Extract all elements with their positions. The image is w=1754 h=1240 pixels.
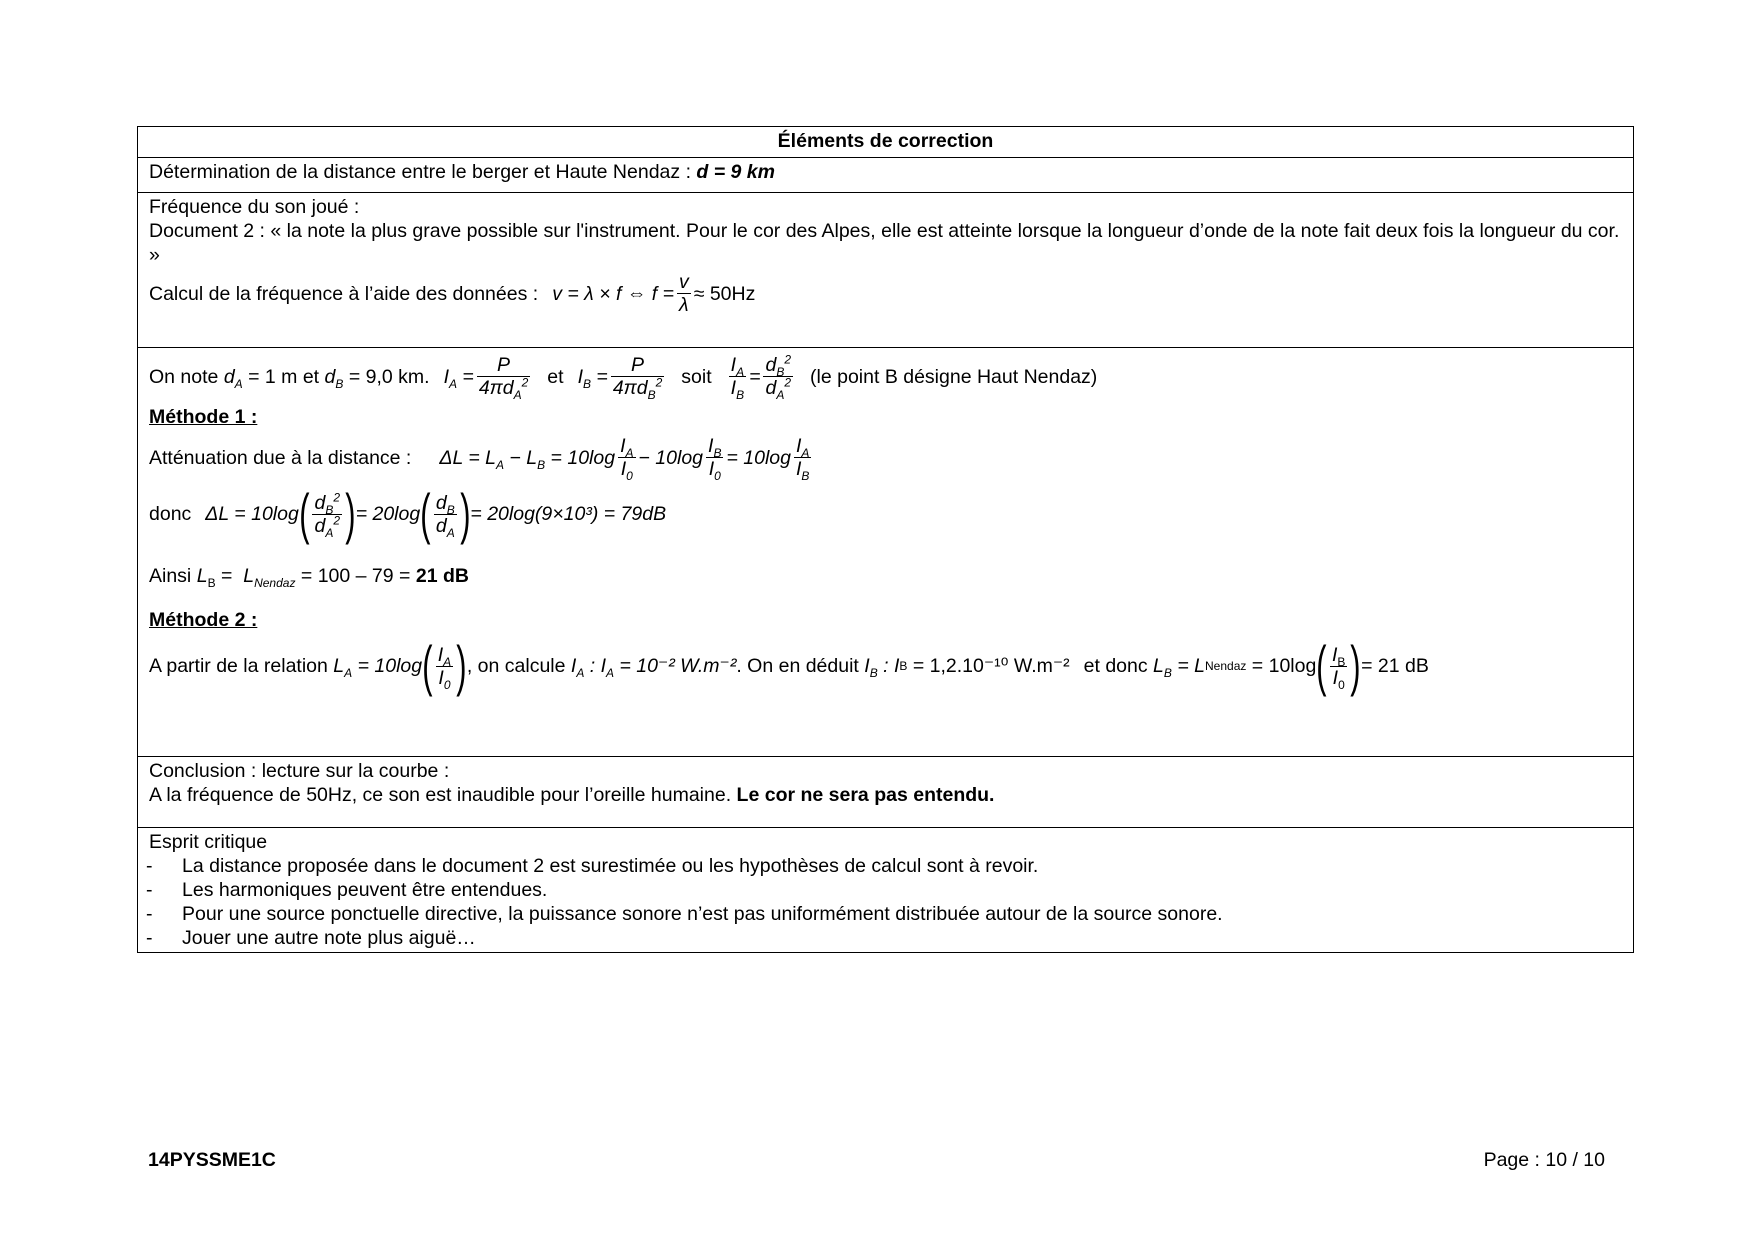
critique-list bbox=[146, 854, 1622, 950]
conclusion-row bbox=[138, 757, 1634, 828]
frequency-result: ≈ 50Hz bbox=[693, 282, 756, 305]
method-2-result: = 21 dB bbox=[1361, 655, 1429, 677]
list-item: - La distance proposée dans le document 2 est surestimée ou les hypothèses de calcul sont à revoir. bbox=[146, 854, 1622, 878]
distance-row bbox=[138, 158, 1634, 193]
frequency-fraction: $\frac{v}{\lambda}$ bbox=[678, 271, 689, 316]
page-number: Page : 10 / 10 bbox=[1483, 1149, 1605, 1171]
table-header: Éléments de correction bbox=[138, 127, 1634, 158]
methods-row bbox=[138, 348, 1634, 757]
method-1-title: Méthode 1 : bbox=[149, 406, 258, 428]
list-item: - Les harmoniques peuvent être entendues. bbox=[146, 878, 1622, 902]
method-2-formula: A partir de la relation $L_A = 10\log$ ( $\frac{I_A}{I_0}$ ) , on calcule $I_A$ : $I_A$ = 10⁻² W.m⁻² . On en déduit $I_B$ : I B = 1,2.10⁻¹⁰ W.m⁻² et donc $L_B = L$ Nendaz = 10log ( $\frac{I_B}{I_0}$ ) = 21 dB bbox=[149, 634, 1429, 697]
frequency-title: Fréquence du son joué : bbox=[149, 196, 360, 218]
critique-row bbox=[138, 828, 1634, 953]
frequency-row bbox=[138, 193, 1634, 348]
frequency-calc-label: Calcul de la fréquence à l’aide des données : bbox=[149, 282, 539, 305]
distance-ratio-fraction: $\frac{d_B^2}{d_A^2}$ bbox=[765, 352, 792, 402]
critique-title: Esprit critique bbox=[149, 831, 268, 853]
ia-fraction: $\frac{P}{4\pi d_A^2}$ bbox=[478, 354, 529, 402]
point-b-note: (le point B désigne Haut Nendaz) bbox=[810, 365, 1098, 388]
list-item: - Pour une source ponctuelle directive, la puissance sonore n’est pas uniformément distribuée autour de la source sonore. bbox=[146, 902, 1622, 926]
conclusion-title: Conclusion : lecture sur la courbe : bbox=[149, 760, 450, 782]
correction-table bbox=[137, 126, 1634, 953]
ratio-fraction: $\frac{I_A}{I_B}$ bbox=[730, 354, 745, 402]
conclusion-bold: Le cor ne sera pas entendu. bbox=[736, 784, 995, 806]
ainsi-line: Ainsi $L_B = L_{Nendaz}$ = 100 – 79 = 21 dB bbox=[149, 565, 469, 590]
document-code: 14PYSSME1C bbox=[148, 1149, 276, 1171]
distance-label: Détermination de la distance entre le berger et Haute Nendaz : bbox=[149, 161, 691, 183]
intensity-intro: On note $d_A$ = 1 m et $d_B$ = 9,0 km. $I_A$ = $\frac{P}{4\pi d_A^2}$ et $I_B$ = $\frac{P}{4\pi d_B^2}$ soit $\frac{I_A}{I_B}$ = $\frac{d_B^2}{d_A^2}$ (le point B désigne Haut Nendaz) bbox=[149, 352, 1098, 402]
frequency-calc bbox=[149, 271, 1622, 316]
ainsi-result: 21 dB bbox=[415, 565, 469, 587]
list-item: - Jouer une autre note plus aiguë… bbox=[146, 926, 1622, 950]
frequency-formula-left: v = λ × f ⇔ f = bbox=[552, 282, 674, 305]
attenuation-formula: Atténuation due à la distance : $\Delta L = L_A - L_B = 10\log$ $\frac{I_A}{I_0}$ − 10log $\frac{I_B}{I_0}$ = 10log $\frac{I_A}{I_B}$ bbox=[149, 435, 810, 483]
conclusion-text: A la fréquence de 50Hz, ce son est inaudible pour l’oreille humaine. Le cor ne sera pas entendu. bbox=[149, 784, 995, 806]
ib-fraction: $\frac{P}{4\pi d_B^2}$ bbox=[612, 354, 663, 402]
donc-formula: donc ΔL = 10log ( $\frac{d_B^2}{d_A^2}$ ) = 20log ( $\frac{d_B}{d_A}$ ) = 20log(9×10³) = 79dB bbox=[149, 482, 667, 545]
method-2-title: Méthode 2 : bbox=[149, 609, 258, 631]
document-2-quote: Document 2 : « la note la plus grave possible sur l'instrument. Pour le cor des Alpes, elle est atteinte lorsque la longueur d’onde de la note fait deux fois la longueur du cor. » bbox=[149, 220, 1620, 266]
donc-result: = 20log(9×10³) = 79dB bbox=[470, 503, 667, 525]
distance-result: d = 9 km bbox=[696, 161, 775, 183]
